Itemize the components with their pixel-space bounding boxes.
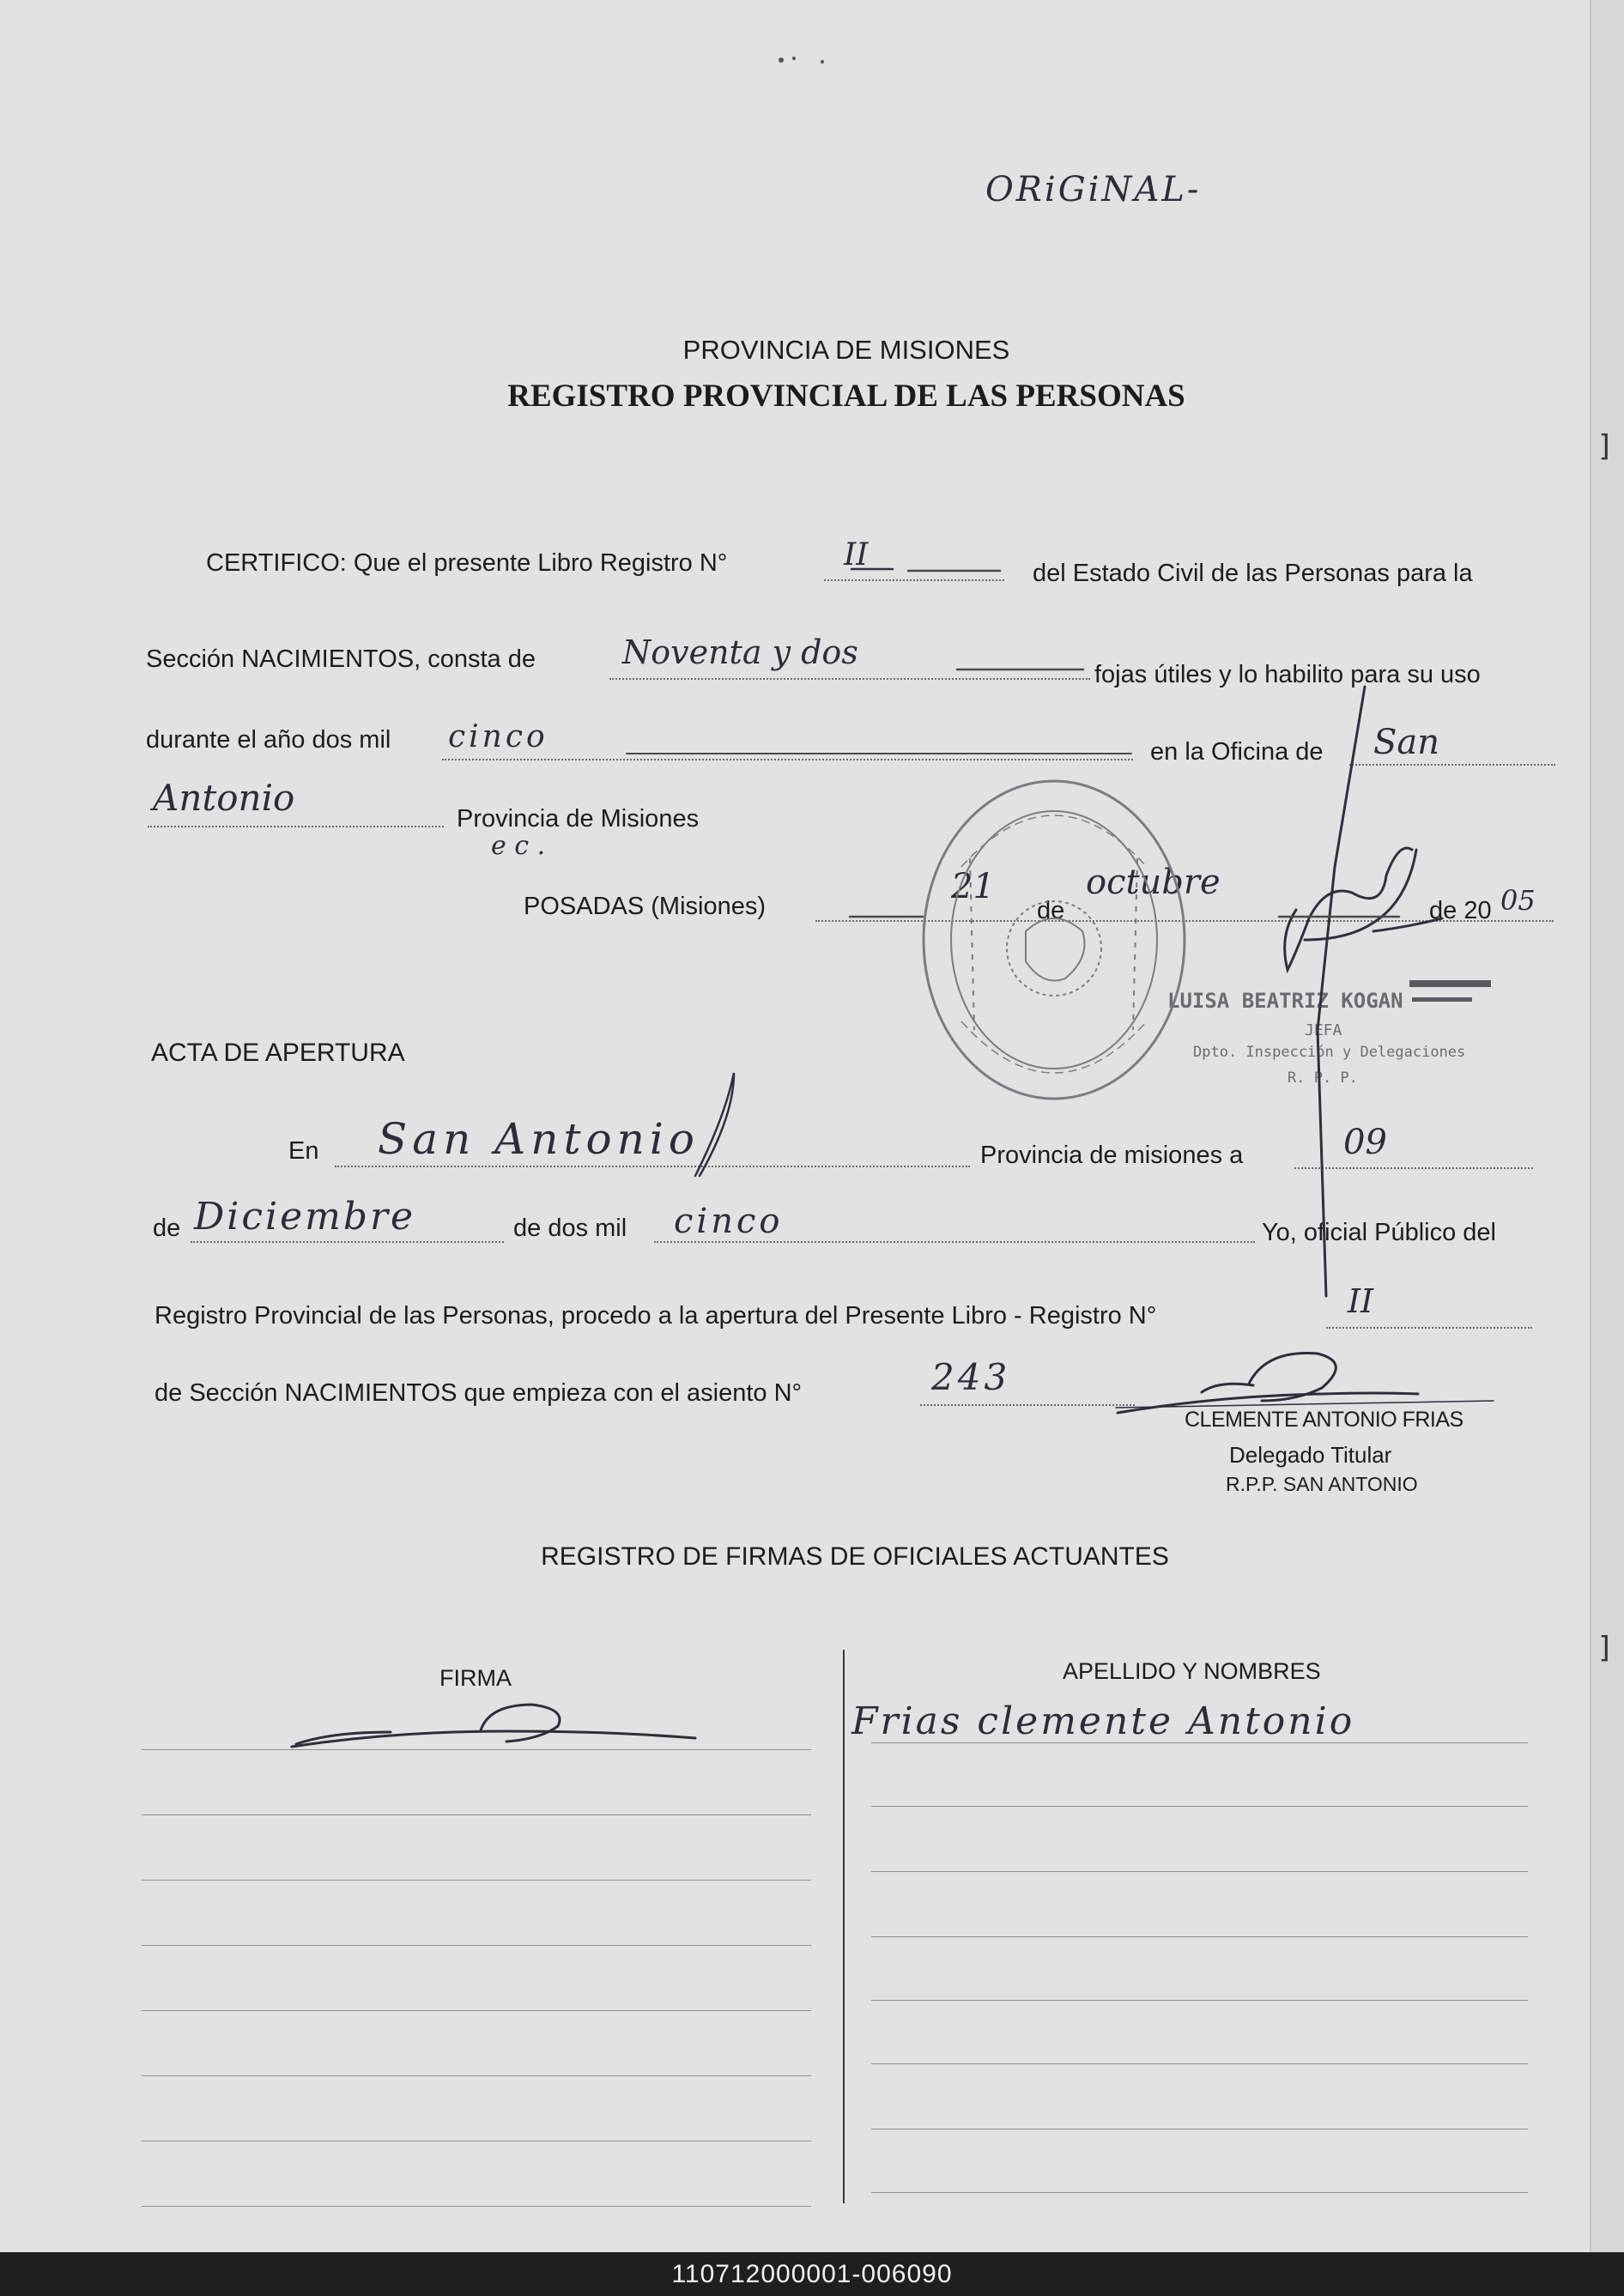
handwritten-ec: e c . [491,831,546,861]
handwritten-acta-anio: cinco [674,1202,784,1241]
acta-en-label: En [288,1137,319,1165]
edge-bracket-mark: ] [1597,429,1615,463]
handwritten-original: ORiGiNAL- [985,170,1202,209]
handwritten-lugar: San Antonio [378,1114,700,1164]
edge-bracket-mark-2: ] [1597,1631,1615,1665]
handwritten-fojas: Noventa y dos [622,633,858,671]
firmas-title: REGISTRO DE FIRMAS DE OFICIALES ACTUANTES [541,1542,1169,1571]
stamp-bars [1409,980,1491,1002]
acta-de-label: de [153,1215,181,1242]
handwritten-libro-num: II [844,537,869,572]
certifico-line1-a: CERTIFICO: Que el presente Libro Registro N° [206,549,728,577]
certifico-line3-b: en la Oficina de [1150,738,1324,766]
header-province: PROVINCIA DE MISIONES [682,335,1010,365]
footer-document-id: 110712000001-006090 [0,2252,1624,2296]
stamp-official-name: LUISA BEATRIZ KOGAN [1167,989,1403,1013]
firma-signature [292,1705,695,1747]
header-registry: REGISTRO PROVINCIAL DE LAS PERSONAS [507,379,1185,414]
col-nombres-label: APELLIDO Y NOMBRES [1063,1658,1321,1684]
stamp-official-org: R. P. P. [1288,1069,1358,1087]
acta-seccion-line: de Sección NACIMIENTOS que empieza con el asiento N° [155,1379,803,1407]
handwritten-acta-dia: 09 [1343,1123,1387,1162]
handwritten-oficina-1: San [1373,723,1440,762]
acta-title: ACTA DE APERTURA [151,1039,405,1067]
delegado-office: R.P.P. SAN ANTONIO [1226,1473,1418,1495]
handwritten-acta-reg-num: II [1348,1282,1374,1320]
handwritten-anio-suffix: 05 [1500,884,1536,917]
handwritten-first-name: Frias clemente Antonio [851,1699,1355,1743]
certifico-line3-a: durante el año dos mil [146,726,391,754]
handwritten-anio: cinco [448,719,548,754]
certifico-line4-b: Provincia de Misiones [457,805,700,833]
certifico-line1-b: del Estado Civil de las Personas para la [1033,560,1473,587]
delegado-name: CLEMENTE ANTONIO FRIAS [1185,1408,1463,1432]
delegado-title: Delegado Titular [1229,1442,1392,1468]
de-label: de [1037,897,1065,924]
handwriting-flourishes [627,569,1399,1176]
certifico-line2-b: fojas útiles y lo habilito para su uso [1094,661,1481,688]
handwritten-mes: octubre [1086,863,1221,902]
acta-registro-line: Registro Provincial de las Personas, procedo a la apertura del Presente Libro - Registro N° [155,1302,1157,1330]
anio-suffix-label: de 20 [1429,897,1492,924]
handwritten-oficina-2: Antonio [153,777,295,819]
acta-dos-mil-label: de dos mil [513,1215,627,1242]
posadas-label: POSADAS (Misiones) [524,893,767,920]
registry-seal-stamp [924,781,1185,1099]
acta-prov-label: Provincia de misiones a [980,1142,1244,1169]
stamp-official-title: JEFA [1305,1021,1342,1039]
handwritten-acta-mes: Diciembre [194,1195,416,1239]
top-smudge [779,57,824,64]
col-firma-label: FIRMA [439,1665,512,1691]
certifico-line2-a: Sección NACIMIENTOS, consta de [146,645,536,673]
handwritten-dia: 21 [951,867,995,906]
stamp-official-dept: Dpto. Inspección y Delegaciones [1193,1044,1466,1061]
acta-yo-label: Yo, oficial Público del [1262,1219,1496,1246]
handwritten-asiento: 243 [931,1356,1011,1398]
delegado-signature [1116,1353,1494,1413]
official-signature [1285,687,1442,1296]
